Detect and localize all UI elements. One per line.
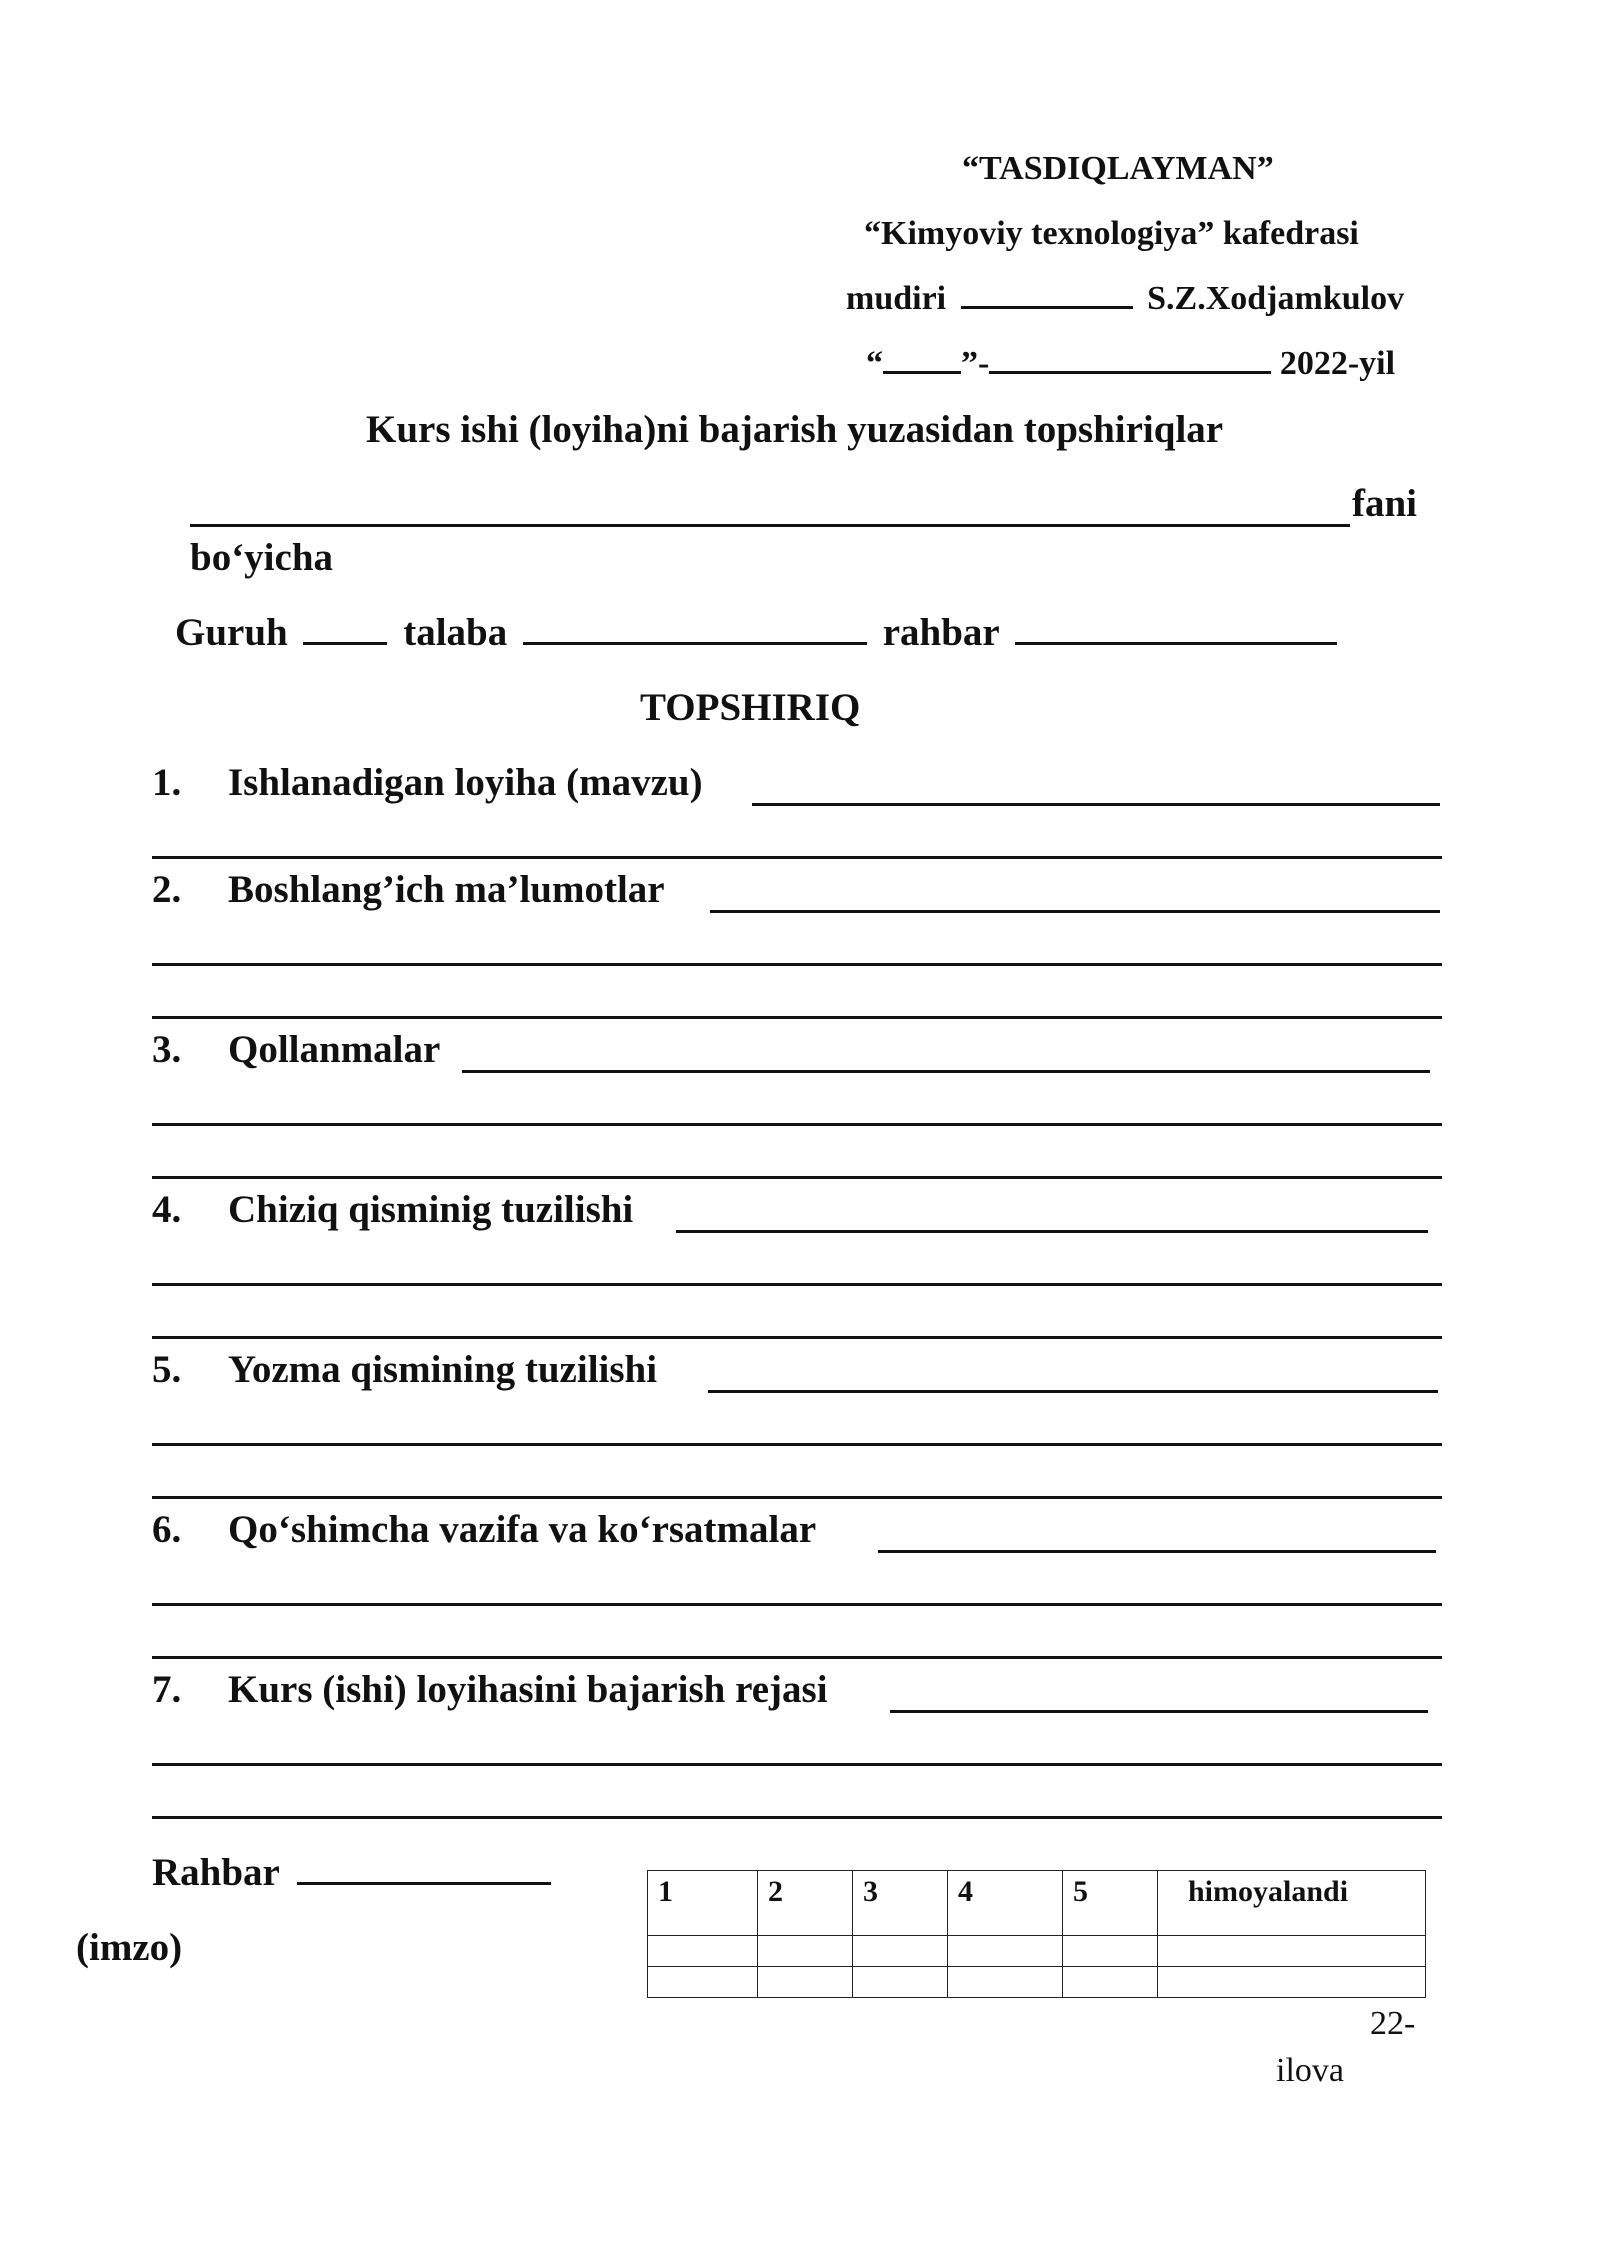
- task-text: Ishlanadigan loyiha (mavzu): [228, 761, 703, 804]
- task-number: 4.: [152, 1188, 182, 1231]
- grade-header-cell: 1: [648, 1871, 758, 1936]
- subject-suffix: fani: [1352, 482, 1418, 525]
- task-5-blank-line[interactable]: [152, 1496, 1442, 1499]
- date-year: 2022-yil: [1279, 345, 1396, 382]
- task-text: Kurs (ishi) loyihasini bajarish rejasi: [228, 1668, 828, 1711]
- task-4-blank-line[interactable]: [152, 1336, 1442, 1339]
- date-month-blank[interactable]: [989, 370, 1271, 374]
- task-7-blank-line[interactable]: [152, 1816, 1442, 1819]
- grade-table-row: [648, 1936, 1426, 1967]
- task-3-blank-line[interactable]: [152, 1176, 1442, 1179]
- supervisor-label: rahbar: [882, 611, 1000, 654]
- grade-header-cell: 5: [1063, 1871, 1158, 1936]
- task-2-blank-line[interactable]: [152, 1016, 1442, 1019]
- signature-sublabel: (imzo): [76, 1926, 183, 1969]
- task-number: 1.: [152, 761, 182, 804]
- date-mid: ”-: [961, 345, 990, 382]
- task-3-blank[interactable]: [462, 1070, 1430, 1073]
- task-text: Yozma qismining tuzilishi: [228, 1348, 658, 1391]
- grade-cell[interactable]: [948, 1967, 1063, 1998]
- task-text: Chiziq qisminig tuzilishi: [228, 1188, 634, 1231]
- task-6-blank-line[interactable]: [152, 1656, 1442, 1659]
- task-text: Qo‘shimcha vazifa va ko‘rsatmalar: [228, 1508, 817, 1551]
- task-5-blank[interactable]: [708, 1390, 1438, 1393]
- grade-header-cell: 2: [758, 1871, 853, 1936]
- grade-table-header-row: [648, 1871, 1426, 1936]
- approval-head-line: [846, 280, 1404, 318]
- head-signature-blank[interactable]: [961, 305, 1133, 309]
- grade-table-row: [648, 1967, 1426, 1998]
- grade-cell[interactable]: [853, 1936, 948, 1967]
- task-4-blank[interactable]: [676, 1230, 1428, 1233]
- task-text: Qollanmalar: [228, 1028, 441, 1071]
- group-line: [175, 610, 1343, 655]
- task-5-blank-line[interactable]: [152, 1443, 1442, 1446]
- grade-cell[interactable]: [1158, 1967, 1426, 1998]
- task-text: Boshlang’ich ma’lumotlar: [228, 868, 665, 911]
- subject-blank[interactable]: [190, 524, 1350, 527]
- task-number: 5.: [152, 1348, 182, 1391]
- task-2-blank[interactable]: [710, 910, 1440, 913]
- task-1-blank-line[interactable]: [152, 856, 1442, 859]
- approval-title: “TASDIQLAYMAN”: [962, 150, 1274, 187]
- task-number: 7.: [152, 1668, 182, 1711]
- task-7-blank-line[interactable]: [152, 1763, 1442, 1766]
- task-number: 2.: [152, 868, 182, 911]
- grade-header-cell: 3: [853, 1871, 948, 1936]
- approval-head-prefix: mudiri: [846, 280, 947, 317]
- task-3-blank-line[interactable]: [152, 1123, 1442, 1126]
- approval-department: “Kimyoviy texnologiya” kafedrasi: [864, 215, 1359, 252]
- date-open-quote: “: [866, 345, 883, 382]
- approval-head-name: S.Z.Xodjamkulov: [1147, 280, 1405, 317]
- appendix-line2: ilova: [1276, 2052, 1344, 2089]
- task-2-blank-line[interactable]: [152, 963, 1442, 966]
- date-day-blank[interactable]: [883, 370, 961, 374]
- task-4-blank-line[interactable]: [152, 1283, 1442, 1286]
- grade-cell[interactable]: [758, 1936, 853, 1967]
- document-heading: Kurs ishi (loyiha)ni bajarish yuzasidan topshiriqlar: [366, 408, 1224, 451]
- supervisor-blank[interactable]: [1015, 641, 1337, 645]
- subject-line2: bo‘yicha: [190, 536, 334, 579]
- signature-line: [152, 1850, 551, 1895]
- approval-date-line: [866, 345, 1395, 383]
- grade-cell[interactable]: [948, 1936, 1063, 1967]
- signature-label: Rahbar: [152, 1851, 280, 1894]
- task-number: 3.: [152, 1028, 182, 1071]
- grade-cell[interactable]: [648, 1936, 758, 1967]
- grade-cell[interactable]: [1063, 1967, 1158, 1998]
- signature-blank[interactable]: [297, 1881, 551, 1885]
- task-number: 6.: [152, 1508, 182, 1551]
- task-6-blank[interactable]: [878, 1550, 1436, 1553]
- group-label: Guruh: [175, 611, 288, 654]
- appendix-line1: 22-: [1370, 2005, 1416, 2042]
- task-1-blank[interactable]: [752, 803, 1440, 806]
- student-label: talaba: [403, 611, 508, 654]
- grade-cell[interactable]: [758, 1967, 853, 1998]
- task-7-blank[interactable]: [890, 1710, 1428, 1713]
- task-6-blank-line[interactable]: [152, 1603, 1442, 1606]
- grade-table: [647, 1870, 1426, 1998]
- grade-header-cell: 4: [948, 1871, 1063, 1936]
- grade-cell[interactable]: [1158, 1936, 1426, 1967]
- student-blank[interactable]: [523, 641, 867, 645]
- grade-header-cell: himoyalandi: [1158, 1871, 1426, 1936]
- task-title: TOPSHIRIQ: [640, 686, 861, 729]
- group-blank[interactable]: [303, 641, 387, 645]
- grade-cell[interactable]: [853, 1967, 948, 1998]
- grade-cell[interactable]: [648, 1967, 758, 1998]
- grade-cell[interactable]: [1063, 1936, 1158, 1967]
